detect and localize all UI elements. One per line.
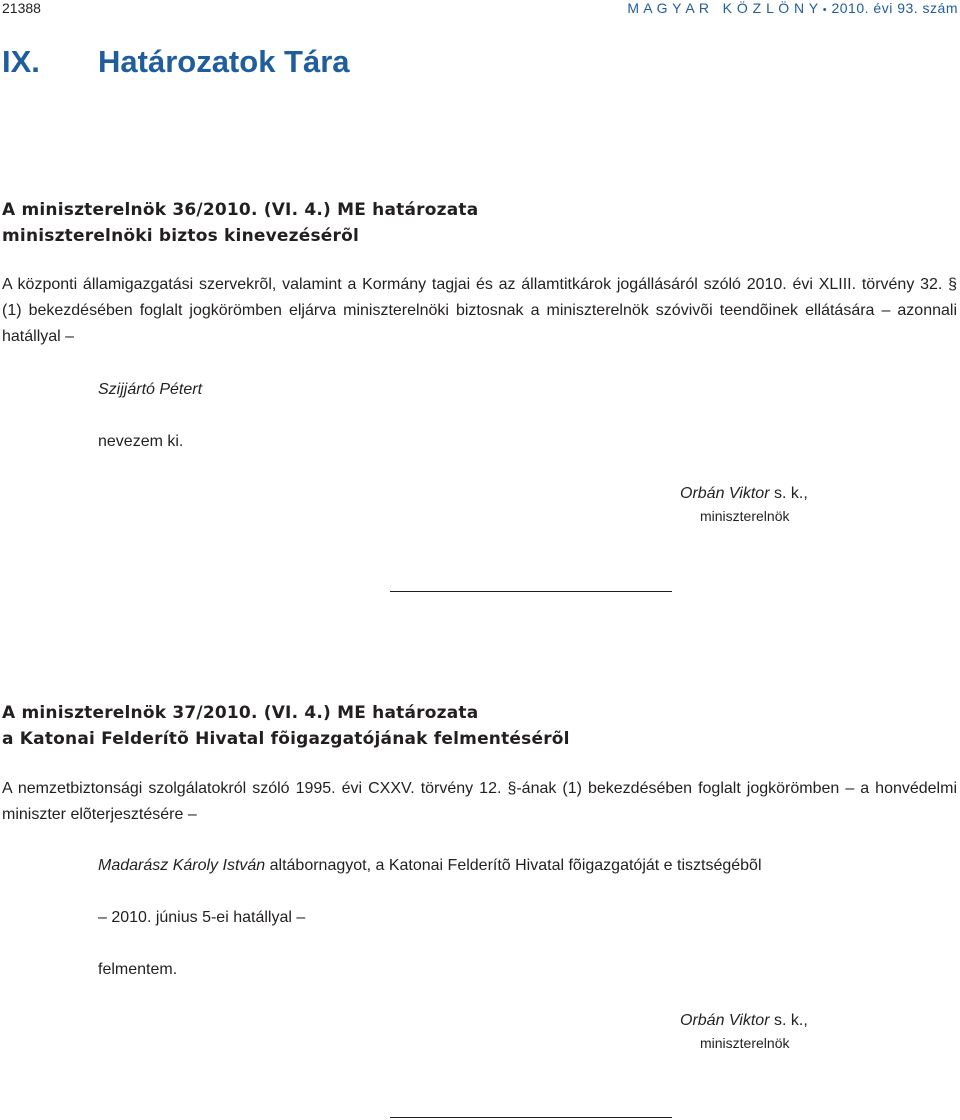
resolution1-title: A miniszterelnök 36/2010. (VI. 4.) ME határozata	[2, 200, 479, 220]
signer-suffix: s. k.,	[769, 1012, 808, 1029]
running-head	[627, 0, 958, 16]
signer-name: Orbán Viktor	[680, 1012, 770, 1029]
resolution2-body: A nemzetbiztonsági szolgálatokról szóló 1995. évi CXXV. törvény 12. §-ának (1) bekezdésében foglalt jogkörömben – a honvédelmi miniszter elõterjesztésére –	[2, 780, 957, 823]
issue-number: 2010. évi 93. szám	[831, 0, 958, 16]
resolution1-signer-title: miniszterelnök	[700, 508, 790, 524]
resolution1-body: A központi államigazgatási szervekrõl, valamint a Kormány tagjai és az államtitkárok jogállásáról szóló 2010. évi XLIII. törvény 32. § (1) bekezdésében foglalt jogkörömben eljárva miniszterelnöki biztosnak a miniszterelnök szóvivõi teendõinek ellátására – azonnali hatállyal –	[2, 276, 957, 345]
resolution1-appointee: Szijjártó Pétert	[98, 381, 203, 398]
section-divider	[390, 1117, 672, 1118]
resolution2-title: A miniszterelnök 37/2010. (VI. 4.) ME határozata	[2, 703, 479, 723]
section-title	[2, 44, 350, 80]
page-number: 21388	[2, 0, 41, 16]
resolution2-signer-title: miniszterelnök	[700, 1035, 790, 1051]
resolution1-subtitle: miniszterelnöki biztos kinevezésérõl	[2, 226, 359, 246]
bullet: •	[822, 4, 828, 16]
resolution1-closing: nevezem ki.	[98, 433, 184, 450]
section-divider	[390, 591, 672, 592]
signer-name: Orbán Viktor	[680, 485, 770, 502]
person-rest: altábornagyot, a Katonai Felderítõ Hivatal fõigazgatóját e tisztségébõl	[265, 857, 762, 874]
resolution1-signature	[680, 481, 808, 507]
resolution2-person-line	[98, 853, 762, 879]
journal-name: M A G Y A R K Ö Z L Ö N Y	[627, 0, 819, 16]
resolution2-subtitle: a Katonai Felderítõ Hivatal fõigazgatójának felmentésérõl	[2, 729, 570, 749]
person-name: Madarász Károly István	[98, 857, 266, 874]
resolution2-closing: felmentem.	[98, 961, 178, 978]
resolution2-signature	[680, 1008, 808, 1034]
section-name: Határozatok Tára	[98, 44, 350, 79]
section-number: IX.	[2, 44, 40, 79]
signer-suffix: s. k.,	[769, 485, 808, 502]
resolution2-effective: – 2010. június 5-ei hatállyal –	[98, 909, 306, 926]
